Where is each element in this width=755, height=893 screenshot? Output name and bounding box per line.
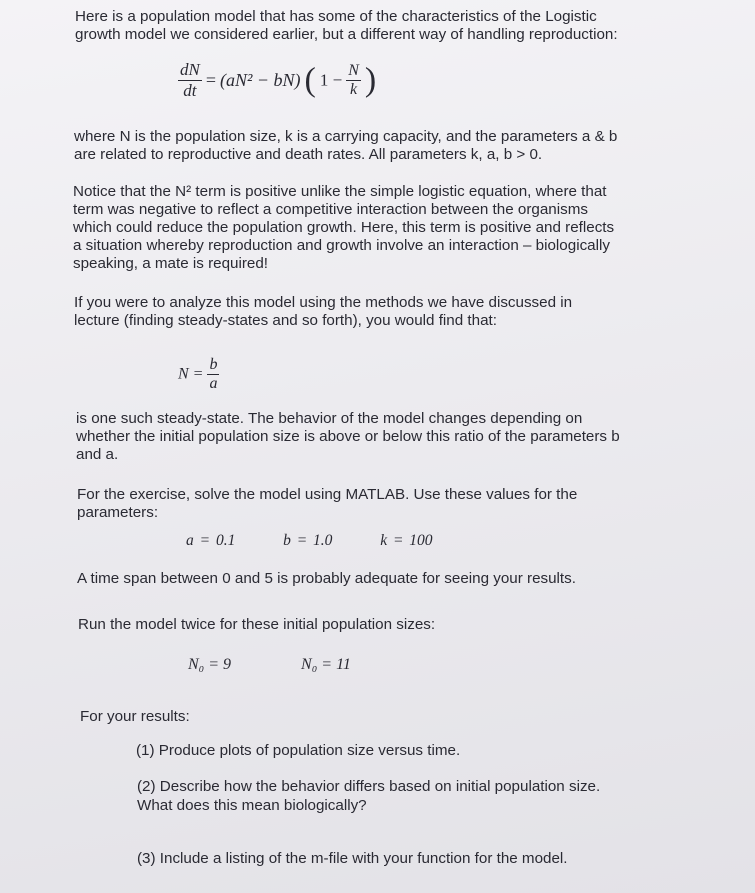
- results-heading: For your results:: [80, 708, 190, 725]
- analyze-line-2: lecture (finding steady-states and so forth), you would find that:: [74, 312, 497, 329]
- param-k: k = 100: [380, 532, 433, 549]
- k-denominator: k: [350, 81, 358, 98]
- n-numerator: N: [348, 62, 359, 79]
- param-b: b = 1.0: [283, 532, 333, 549]
- intro-paragraph: [75, 8, 618, 44]
- param-a: a = 0.1: [186, 532, 236, 549]
- behavior-line-3: and a.: [76, 446, 119, 463]
- result-item-2-continued: What does this mean biologically?: [137, 797, 367, 814]
- analyze-paragraph: [74, 294, 572, 330]
- exercise-paragraph: [77, 486, 577, 522]
- dn-dt-fraction: [178, 60, 202, 101]
- equals-sign: =: [205, 70, 216, 90]
- behavior-line-2: whether the initial population size is above or below this ratio of the parameters b: [76, 428, 620, 445]
- close-paren: ): [364, 61, 377, 99]
- notice-line-1: Notice that the N² term is positive unlike the simple logistic equation, where that: [73, 183, 607, 200]
- open-paren: (: [304, 61, 316, 99]
- one-minus: 1 −: [319, 70, 343, 90]
- analyze-line-1: If you were to analyze this model using the methods we have discussed in: [74, 294, 573, 311]
- notice-line-5: speaking, a mate is required!: [73, 255, 269, 272]
- n-over-k-fraction: [346, 62, 361, 99]
- exercise-line-1: For the exercise, solve the model using MATLAB. Use these values for the: [77, 486, 578, 503]
- dt-denominator: dt: [183, 81, 197, 100]
- a-denominator: a: [209, 375, 218, 392]
- intro-line-2: growth model we considered earlier, but a different way of handling reproduction:: [75, 26, 618, 43]
- notice-paragraph: [73, 183, 614, 273]
- behavior-paragraph: [76, 410, 620, 464]
- exercise-line-2: parameters:: [77, 504, 159, 521]
- notice-line-4: a situation whereby reproduction and growth involve an interaction – biologically: [73, 237, 610, 254]
- where-line-2: are related to reproductive and death rates. All parameters k, a, b > 0.: [74, 146, 543, 163]
- steady-state-lhs: N =: [178, 365, 204, 383]
- behavior-line-1: is one such steady-state. The behavior of the model changes depending on: [76, 410, 583, 427]
- where-line-1: where N is the population size, k is a carrying capacity, and the parameters a & b: [74, 128, 618, 145]
- where-paragraph: [74, 128, 617, 164]
- result-item-3: (3) Include a listing of the m-file with your function for the model.: [137, 850, 568, 867]
- notice-line-3: which could reduce the population growth. Here, this term is positive and reflects: [73, 219, 615, 236]
- initial-size-11: N₀ = 11: [301, 656, 351, 673]
- b-numerator: b: [209, 356, 218, 373]
- intro-line-1: Here is a population model that has some of the characteristics of the Logistic: [75, 8, 597, 25]
- parameter-values: [186, 532, 433, 550]
- result-item-1: (1) Produce plots of population size versus time.: [136, 742, 461, 759]
- initial-size-9: N₀ = 9: [188, 656, 232, 673]
- time-span-text: A time span between 0 and 5 is probably adequate for seeing your results.: [77, 570, 576, 587]
- run-twice-text: Run the model twice for these initial population sizes:: [78, 616, 436, 633]
- logistic-variant-equation: [178, 60, 376, 101]
- result-item-2: (2) Describe how the behavior differs based on initial population size.: [137, 778, 601, 795]
- growth-term: (aN² − bN): [220, 70, 301, 90]
- steady-state-equation: [178, 356, 219, 393]
- b-over-a-fraction: [207, 356, 219, 393]
- initial-sizes: [188, 656, 351, 674]
- dn-numerator: dN: [180, 60, 200, 79]
- notice-line-2: term was negative to reflect a competitive interaction between the organisms: [73, 201, 588, 218]
